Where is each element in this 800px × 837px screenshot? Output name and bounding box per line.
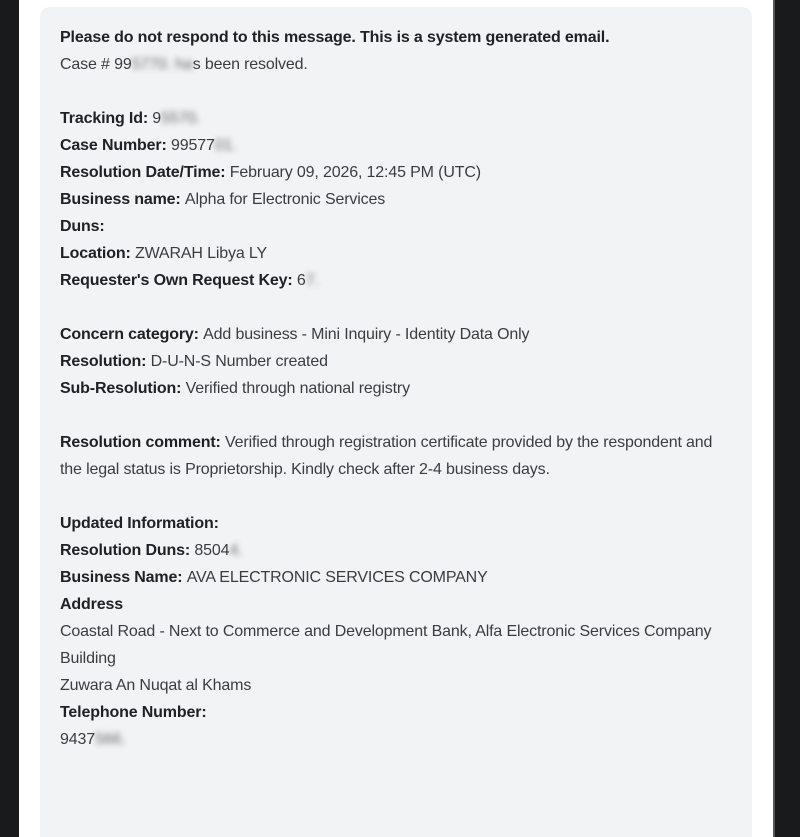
email-text-line: [60, 537, 724, 564]
field-value: s been resolved.: [192, 56, 308, 73]
redacted-text: 566.: [95, 731, 126, 748]
field-value: ZWARAH Libya LY: [134, 245, 267, 262]
redacted-text: 5570.: [161, 110, 201, 127]
field-label: Requester's Own Request Key:: [60, 272, 297, 289]
field-value: 99577: [170, 137, 215, 154]
email-text-line: [60, 51, 724, 78]
email-text-line: [60, 429, 724, 483]
redacted-text: 4.: [229, 542, 243, 559]
field-label: Updated Information:: [60, 515, 219, 532]
email-card: [40, 7, 752, 837]
field-label: Location:: [60, 245, 135, 262]
field-label: Business Name:: [60, 569, 187, 586]
field-label: Please do not respond to this message. This is a system generated email.: [60, 29, 610, 46]
email-text-line: [60, 591, 724, 618]
email-text-line: [60, 105, 724, 132]
email-text-line: [60, 564, 724, 591]
field-label: Telephone Number:: [60, 704, 207, 721]
field-value: AVA ELECTRONIC SERVICES COMPANY: [186, 569, 488, 586]
field-label: Duns:: [60, 218, 105, 235]
email-text-line: [60, 510, 724, 537]
email-text-line: [60, 267, 724, 294]
field-value: 9: [152, 110, 162, 127]
email-text-line: [60, 159, 724, 186]
redacted-text: 7.: [305, 272, 319, 289]
email-text-line: [60, 672, 724, 699]
field-value: Case # 99: [60, 56, 132, 73]
email-text-line: [60, 186, 724, 213]
email-text-line: [60, 618, 724, 672]
blank-line: [60, 78, 724, 105]
email-text-line: [60, 348, 724, 375]
field-label: Case Number:: [60, 137, 171, 154]
email-text-line: [60, 213, 724, 240]
field-value: Coastal Road - Next to Commerce and Development Bank, Alfa Electronic Services Company Building: [60, 623, 712, 667]
field-value: Verified through national registry: [185, 380, 410, 397]
window-edge-divider: [773, 0, 775, 837]
field-label: Sub-Resolution:: [60, 380, 186, 397]
field-value: Add business - Mini Inquiry - Identity Data Only: [203, 326, 530, 343]
email-text-line: [60, 726, 724, 753]
field-label: Resolution comment:: [60, 434, 226, 451]
field-value: February 09, 2026, 12:45 PM (UTC): [229, 164, 481, 181]
email-text-line: [60, 240, 724, 267]
blank-line: [60, 294, 724, 321]
field-label: Resolution Duns:: [60, 542, 195, 559]
blank-line: [60, 483, 724, 510]
email-text-line: [60, 321, 724, 348]
email-text-line: [60, 24, 724, 51]
field-value: 8504: [194, 542, 230, 559]
field-value: 6: [296, 272, 306, 289]
redacted-text: 01.: [214, 137, 237, 154]
field-label: Concern category:: [60, 326, 204, 343]
field-label: Business name:: [60, 191, 185, 208]
email-content: [60, 24, 724, 753]
field-label: Resolution Date/Time:: [60, 164, 230, 181]
field-label: Resolution:: [60, 353, 151, 370]
field-value: Zuwara An Nuqat al Khams: [60, 677, 252, 694]
field-value: D-U-N-S Number created: [150, 353, 328, 370]
field-label: Address: [60, 596, 123, 613]
blank-line: [60, 402, 724, 429]
email-text-line: [60, 699, 724, 726]
email-text-line: [60, 375, 724, 402]
field-value: Alpha for Electronic Services: [184, 191, 386, 208]
field-value: 9437: [60, 731, 95, 748]
email-text-line: [60, 132, 724, 159]
field-value: Verified through registration certificate provided by the respondent and the legal status is Proprietorship. Kindly check after 2-4 business days.: [60, 434, 713, 478]
redacted-text: 5770. ha: [131, 56, 193, 73]
field-label: Tracking Id:: [60, 110, 153, 127]
email-body: [19, 0, 773, 837]
